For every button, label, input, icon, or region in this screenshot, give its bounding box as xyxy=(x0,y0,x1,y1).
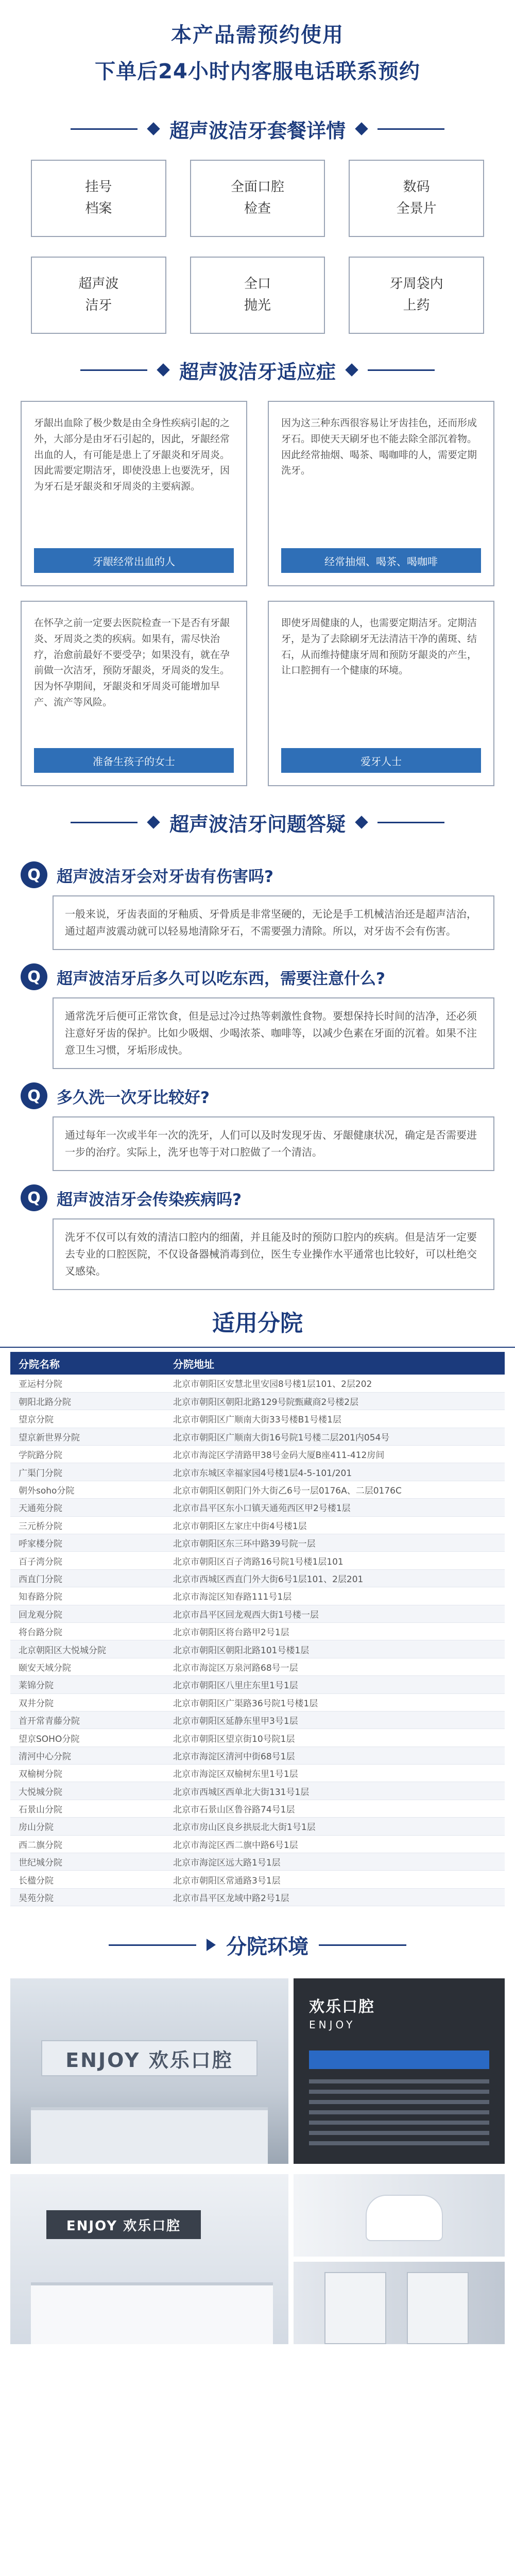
package-item: 数码 全景片 xyxy=(349,160,484,237)
logo-cn: 欢乐口腔 xyxy=(309,1998,375,2016)
package-item: 牙周袋内 上药 xyxy=(349,257,484,334)
branch-address-cell: 北京市朝阳区延静东里甲3号1层 xyxy=(165,1711,505,1728)
diamond-icon xyxy=(157,363,169,376)
branch-name-cell: 望京新世界分院 xyxy=(10,1428,165,1445)
branch-name-cell: 双井分院 xyxy=(10,1693,165,1711)
table-row xyxy=(10,1569,505,1587)
package-item: 全口 抛光 xyxy=(190,257,325,334)
branch-name-cell: 呼家楼分院 xyxy=(10,1534,165,1552)
package-item: 超声波 洁牙 xyxy=(31,257,166,334)
indications-grid xyxy=(0,396,515,786)
branch-address-cell: 北京市海淀区知春路111号1层 xyxy=(165,1587,505,1605)
faq-question: 超声波洁牙会传染疾病吗? xyxy=(57,1190,242,1209)
faq-answer: 洗牙不仅可以有效的清洁口腔内的细菌，并且能及时的预防口腔内的疾病。但是洁牙一定要去专业的口腔医院，不仅设备器械消毒到位，医生专业操作水平通常也比较好，可以杜绝交叉感染。 xyxy=(53,1218,494,1290)
table-row xyxy=(10,1446,505,1463)
table-row xyxy=(10,1729,505,1747)
branch-name-cell: 大悦城分院 xyxy=(10,1782,165,1800)
table-row xyxy=(10,1605,505,1622)
question-badge-icon: Q xyxy=(21,1082,47,1109)
branch-name-cell: 回龙观分院 xyxy=(10,1605,165,1622)
table-row xyxy=(10,1782,505,1800)
title-line-right xyxy=(368,369,435,371)
branch-name-cell: 长楹分院 xyxy=(10,1871,165,1888)
branch-name-cell: 西二旗分院 xyxy=(10,1835,165,1853)
table-row xyxy=(10,1428,505,1445)
treatment-room-photo xyxy=(294,2174,505,2257)
faq-answer: 一般来说，牙齿表面的牙釉质、牙骨质是非常坚硬的，无论是手工机械洁治还是超声洁治，通过超声波震动就可以轻易地清除牙石，不需要强力清除。所以，对牙齿不会有伤害。 xyxy=(53,895,494,950)
wall-text-block xyxy=(309,2079,489,2151)
dental-chair-icon xyxy=(366,2195,443,2241)
branch-name-cell: 颐安天域分院 xyxy=(10,1658,165,1675)
indication-text: 牙龈出血除了极少数是由全身性疾病引起的之外，大部分是由牙石引起的，因此，牙龈经常出血的人，有可能是患上了牙龈炎和牙周炎。因此需要定期洁牙，即使没患上也要洗牙，因为牙石是牙龈炎和牙周炎的主要病源。 xyxy=(34,417,230,493)
faq-question: 多久洗一次牙比较好? xyxy=(57,1088,210,1107)
faq-title-row xyxy=(0,796,515,848)
header-line-2: 下单后24小时内客服电话联系预约 xyxy=(95,60,420,83)
branch-address-cell: 北京市朝阳区朝阳门外大街乙6号一层0176A、二层0176C xyxy=(165,1481,505,1498)
branch-name-cell: 石景山分院 xyxy=(10,1800,165,1817)
branch-address-cell: 北京市朝阳区百子湾路16号院1号楼1层101 xyxy=(165,1552,505,1569)
environment-title-row xyxy=(0,1917,515,1973)
faq-question: 超声波洁牙会对牙齿有伤害吗? xyxy=(57,867,273,886)
table-row xyxy=(10,1516,505,1534)
indication-caption: 爱牙人士 xyxy=(281,748,481,773)
indication-caption: 牙龈经常出血的人 xyxy=(34,548,234,573)
indication-text: 即使牙周健康的人，也需要定期洁牙。定期洁牙，是为了去除刷牙无法清洁干净的菌斑、结石，从而维持健康牙周和预防牙龈炎的产生，让口腔拥有一个健康的环境。 xyxy=(281,617,477,676)
branch-address-cell: 北京市房山区良乡拱辰北大街1号1层 xyxy=(165,1818,505,1835)
indication-text: 在怀孕之前一定要去医院检查一下是否有牙龈炎、牙周炎之类的疾病。如果有，需尽快治疗，治愈前最好不要受孕；如果没有，就在孕前做一次洁牙，预防牙龈炎，牙周炎的发生。因为怀孕期间，牙龈炎和牙周炎可能增加早产、流产等风险。 xyxy=(34,617,230,708)
branch-address-cell: 北京市朝阳区将台路甲2号1层 xyxy=(165,1622,505,1640)
triangle-icon xyxy=(207,1939,216,1951)
title-line-left xyxy=(71,822,138,823)
faq-question-row xyxy=(21,1184,494,1211)
indications-title: 超声波洁牙适应症 xyxy=(179,360,336,383)
branch-address-cell: 北京市西城区西单北大街131号1层 xyxy=(165,1782,505,1800)
branch-address-cell: 北京市朝阳区广顺南大街16号院1号楼二层201内054号 xyxy=(165,1428,505,1445)
branch-address-cell: 北京市朝阳区朝阳北路129号院甄藏商2号楼2层 xyxy=(165,1392,505,1410)
table-row xyxy=(10,1640,505,1658)
faq-title: 超声波洁牙问题答疑 xyxy=(169,812,346,836)
table-row xyxy=(10,1534,505,1552)
table-row xyxy=(10,1622,505,1640)
package-item: 挂号 档案 xyxy=(31,160,166,237)
indication-card xyxy=(268,601,494,786)
branch-name-cell: 天通苑分院 xyxy=(10,1499,165,1516)
faq-answer: 通常洗牙后便可正常饮食，但是忌过冷过热等刺激性食物。要想保持长时间的洁净，还必须注意好牙齿的保护。比如少吸烟、少喝浓茶、咖啡等，以减少色素在牙面的沉着。如果不注意卫生习惯，牙垢形成快。 xyxy=(53,997,494,1069)
table-row xyxy=(10,1765,505,1782)
faq-question-row xyxy=(21,963,494,990)
branch-address-cell: 北京市昌平区回龙观西大街1号楼一层 xyxy=(165,1605,505,1622)
title-line-right xyxy=(377,822,444,823)
clinic-wall-photo xyxy=(294,1978,505,2164)
branch-address-cell: 北京市朝阳区望京街10号院1层 xyxy=(165,1729,505,1747)
branch-name-cell: 世纪城分院 xyxy=(10,1853,165,1871)
column-header: 分院名称 xyxy=(10,1352,165,1375)
reception-desk xyxy=(31,2107,268,2164)
diamond-icon xyxy=(147,816,160,828)
indication-card xyxy=(268,401,494,586)
title-line-left xyxy=(71,128,138,130)
branch-name-cell: 首开常青藤分院 xyxy=(10,1711,165,1728)
branches-table xyxy=(10,1352,505,1906)
table-row xyxy=(10,1410,505,1428)
branch-address-cell: 北京市朝阳区八里庄东里1号1层 xyxy=(165,1676,505,1693)
diamond-icon xyxy=(355,816,368,828)
branch-address-cell: 北京市海淀区万泉河路68号一层 xyxy=(165,1658,505,1675)
branch-address-cell: 北京市朝阳区广渠路36号院1号楼1层 xyxy=(165,1693,505,1711)
title-line-right xyxy=(377,128,444,130)
environment-title: 分院环境 xyxy=(226,1935,308,1959)
branch-address-cell: 北京市海淀区清河中街68号1层 xyxy=(165,1747,505,1764)
table-row xyxy=(10,1853,505,1871)
logo-en: ENJOY xyxy=(309,2019,356,2031)
branch-name-cell: 朝外soho分院 xyxy=(10,1481,165,1498)
branch-name-cell: 望京分院 xyxy=(10,1410,165,1428)
diamond-icon xyxy=(147,122,160,135)
branch-address-cell: 北京市朝阳区广顺南大街33号楼B1号楼1层 xyxy=(165,1410,505,1428)
diamond-icon xyxy=(355,122,368,135)
corridor-photo xyxy=(294,2262,505,2344)
table-row xyxy=(10,1800,505,1817)
branch-address-cell: 北京市朝阳区常通路3号1层 xyxy=(165,1871,505,1888)
door-icon xyxy=(324,2272,386,2344)
packages-grid xyxy=(0,155,515,344)
indication-card xyxy=(21,601,247,786)
branch-address-cell: 北京市海淀区双榆树东里1号1层 xyxy=(165,1765,505,1782)
column-header: 分院地址 xyxy=(165,1352,505,1375)
clinic-logo xyxy=(309,1994,375,2031)
table-header-row xyxy=(10,1352,505,1375)
faq-question-row xyxy=(21,1082,494,1109)
table-row xyxy=(10,1711,505,1728)
branch-address-cell: 北京市朝阳区朝阳北路101号楼1层 xyxy=(165,1640,505,1658)
branch-name-cell: 北京朝阳区大悦城分院 xyxy=(10,1640,165,1658)
faq-question: 超声波洁牙后多久可以吃东西，需要注意什么? xyxy=(57,969,385,988)
branches-title: 适用分院 xyxy=(212,1310,303,1336)
reception-sign: ENJOY 欢乐口腔 xyxy=(46,2210,201,2239)
wall-banner xyxy=(309,2050,489,2069)
branches-divider xyxy=(0,1347,515,1348)
branch-address-cell: 北京市海淀区远大路1号1层 xyxy=(165,1853,505,1871)
packages-title: 超声波洁牙套餐详情 xyxy=(169,119,346,142)
faq-list xyxy=(0,861,515,1290)
indication-caption: 准备生孩子的女士 xyxy=(34,748,234,773)
branch-address-cell: 北京市昌平区东小口镇天通苑西区甲2号楼1层 xyxy=(165,1499,505,1516)
branches-table-body xyxy=(10,1375,505,1906)
branch-name-cell: 双榆树分院 xyxy=(10,1765,165,1782)
package-item: 全面口腔 检查 xyxy=(190,160,325,237)
branch-name-cell: 望京SOHO分院 xyxy=(10,1729,165,1747)
table-row xyxy=(10,1658,505,1675)
branch-address-cell: 北京市朝阳区左家庄中街4号楼1层 xyxy=(165,1516,505,1534)
title-line-left xyxy=(80,369,147,371)
faq-question-row xyxy=(21,861,494,888)
branch-name-cell: 莱锦分院 xyxy=(10,1676,165,1693)
table-row xyxy=(10,1835,505,1853)
question-badge-icon: Q xyxy=(21,1184,47,1211)
branch-name-cell: 知春路分院 xyxy=(10,1587,165,1605)
branch-name-cell: 广渠门分院 xyxy=(10,1463,165,1481)
environment-gallery xyxy=(10,1978,505,2344)
clinic-reception-photo xyxy=(10,2174,288,2344)
header-line-1: 本产品需预约使用 xyxy=(171,23,344,47)
table-row xyxy=(10,1499,505,1516)
branch-name-cell: 将台路分院 xyxy=(10,1622,165,1640)
indication-card xyxy=(21,401,247,586)
table-row xyxy=(10,1481,505,1498)
branch-address-cell: 北京市昌平区龙域中路2号1层 xyxy=(165,1888,505,1906)
faq-answer: 通过每年一次或半年一次的洗牙，人们可以及时发现牙齿、牙龈健康状况，确定是否需要进一步的治疗。实际上，洗牙也等于对口腔做了一个清洁。 xyxy=(53,1116,494,1171)
question-badge-icon: Q xyxy=(21,861,47,888)
branch-address-cell: 北京市朝阳区安慧北里安园8号楼1层101、2层202 xyxy=(165,1375,505,1392)
branch-name-cell: 亚运村分院 xyxy=(10,1375,165,1392)
branch-address-cell: 北京市朝阳区东三环中路39号院一层 xyxy=(165,1534,505,1552)
branch-address-cell: 北京市海淀区学清路甲38号金码大厦B座411-412房间 xyxy=(165,1446,505,1463)
table-row xyxy=(10,1676,505,1693)
reception-counter xyxy=(31,2282,273,2344)
table-row xyxy=(10,1888,505,1906)
branch-name-cell: 百子湾分院 xyxy=(10,1552,165,1569)
title-line-left xyxy=(109,1944,196,1946)
branch-address-cell: 北京市东城区幸福家园4号楼1层4-5-101/201 xyxy=(165,1463,505,1481)
table-row xyxy=(10,1587,505,1605)
table-row xyxy=(10,1747,505,1764)
branch-name-cell: 三元桥分院 xyxy=(10,1516,165,1534)
indication-text: 因为这三种东西很容易让牙齿挂色，还而形成牙石。即使天天刷牙也不能去除全部沉着物。因此经常抽烟、喝茶、喝咖啡的人，需要定期洗牙。 xyxy=(281,417,477,477)
table-row xyxy=(10,1818,505,1835)
branch-name-cell: 学院路分院 xyxy=(10,1446,165,1463)
table-row xyxy=(10,1871,505,1888)
branch-address-cell: 北京市石景山区鲁谷路74号1层 xyxy=(165,1800,505,1817)
table-row xyxy=(10,1693,505,1711)
title-line-right xyxy=(319,1944,406,1946)
branch-name-cell: 清河中心分院 xyxy=(10,1747,165,1764)
clinic-sign: ENJOY 欢乐口腔 xyxy=(41,2040,258,2076)
question-badge-icon: Q xyxy=(21,963,47,990)
branch-name-cell: 西直门分院 xyxy=(10,1569,165,1587)
branch-name-cell: 昊苑分院 xyxy=(10,1888,165,1906)
branch-name-cell: 朝阳北路分院 xyxy=(10,1392,165,1410)
branch-address-cell: 北京市西城区西直门外大街6号1层101、2层201 xyxy=(165,1569,505,1587)
branch-address-cell: 北京市海淀区西二旗中路6号1层 xyxy=(165,1835,505,1853)
table-row xyxy=(10,1375,505,1392)
table-row xyxy=(10,1392,505,1410)
table-row xyxy=(10,1463,505,1481)
indications-title-row xyxy=(0,344,515,396)
branch-name-cell: 房山分院 xyxy=(10,1818,165,1835)
header xyxy=(0,0,515,103)
door-icon xyxy=(407,2272,469,2344)
packages-title-row xyxy=(0,103,515,155)
clinic-front-desk-photo xyxy=(10,1978,288,2164)
table-row xyxy=(10,1552,505,1569)
diamond-icon xyxy=(345,363,358,376)
indication-caption: 经常抽烟、喝茶、喝咖啡 xyxy=(281,548,481,573)
